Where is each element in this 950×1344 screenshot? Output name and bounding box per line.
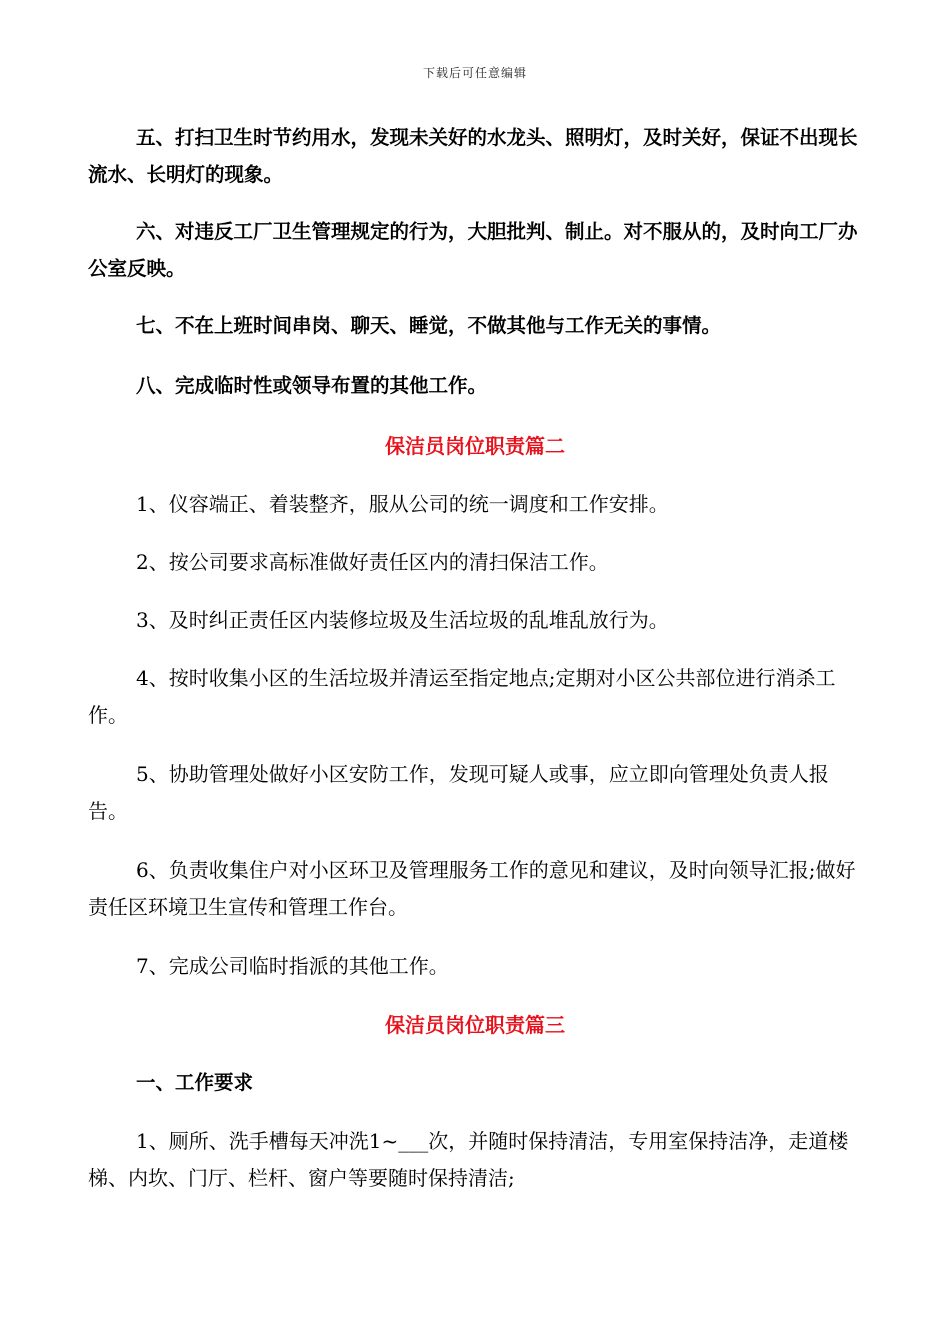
list-item: 3、及时纠正责任区内装修垃圾及生活垃圾的乱堆乱放行为。 — [136, 608, 669, 632]
list-item: 1、厕所、洗手槽每天冲洗1~___次，并随时保持清洁，专用室保持洁净，走道楼梯、内坎、门厅、栏杆、窗户等要随时保持清洁; — [88, 1129, 849, 1190]
paragraph-item-6: 六、对违反工厂卫生管理规定的行为，大胆批判、制止。对不服从的，及时向工厂办公室反映。 — [88, 220, 858, 280]
list-item: 5、协助管理处做好小区安防工作，发现可疑人或事，应立即向管理处负责人报告。 — [88, 762, 829, 823]
list-item: 4、按时收集小区的生活垃圾并清运至指定地点;定期对小区公共部位进行消杀工作。 — [88, 666, 836, 727]
list-item: 1、仪容端正、着装整齐，服从公司的统一调度和工作安排。 — [136, 492, 669, 516]
paragraph-item-8: 八、完成临时性或领导布置的其他工作。 — [136, 374, 488, 397]
subheading: 一、工作要求 — [136, 1071, 254, 1094]
list-item: 6、负责收集住户对小区环卫及管理服务工作的意见和建议，及时向领导汇报;做好责任区环境卫生宣传和管理工作台。 — [88, 858, 856, 919]
section-title-2: 保洁员岗位职责篇二 — [385, 434, 565, 458]
header-note: 下载后可任意编辑 — [422, 66, 527, 80]
section-title-3: 保洁员岗位职责篇三 — [385, 1013, 565, 1037]
list-item: 2、按公司要求高标准做好责任区内的清扫保洁工作。 — [136, 550, 609, 574]
paragraph-item-5: 五、打扫卫生时节约用水，发现未关好的水龙头、照明灯，及时关好，保证不出现长流水、长明灯的现象。 — [88, 126, 858, 186]
paragraph-item-7: 七、不在上班时间串岗、聊天、睡觉，不做其他与工作无关的事情。 — [136, 314, 722, 337]
list-item: 7、完成公司临时指派的其他工作。 — [136, 954, 449, 978]
